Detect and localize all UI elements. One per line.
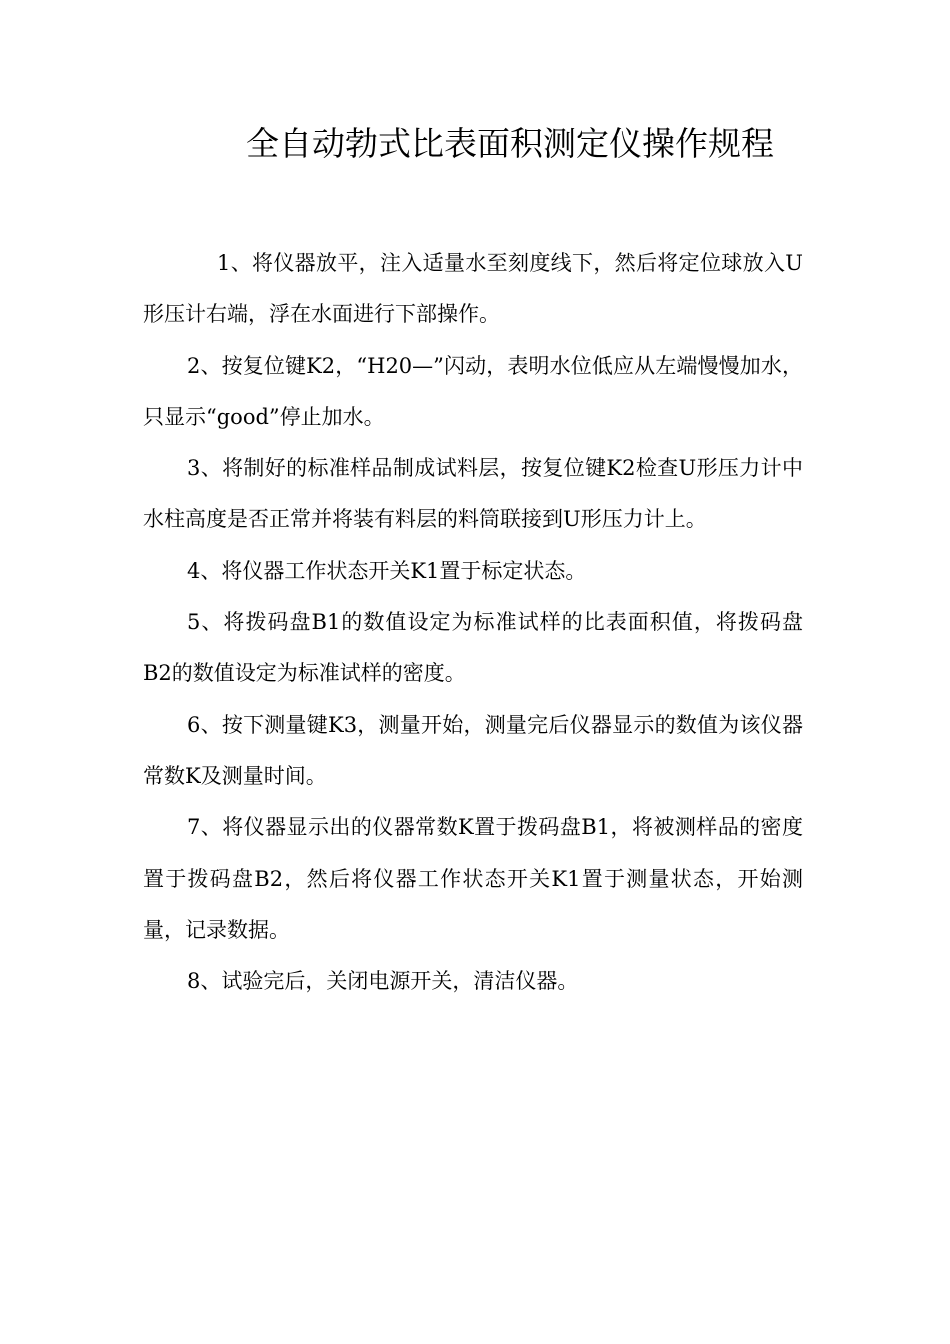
step-6-paragraph: 6、按下测量键K3，测量开始，测量完后仪器显示的数值为该仪器常数K及测量时间。 <box>143 712 803 788</box>
step-3-paragraph: 3、将制好的标准样品制成试料层，按复位键K2检查U形压力计中水柱高度是否正常并将装有料层的料筒联接到U形压力计上。 <box>143 456 803 532</box>
step-7-paragraph: 7、将仪器显示出的仪器常数K置于拨码盘B1，将被测样品的密度置于拨码盘B2，然后将仪器工作状态开关K1置于测量状态，开始测量，记录数据。 <box>143 815 803 942</box>
step-5-paragraph: 5、将拨码盘B1的数值设定为标准试样的比表面积值，将拨码盘B2的数值设定为标准试样的密度。 <box>143 610 803 686</box>
step-1-paragraph: 1、将仪器放平，注入适量水至刻度线下，然后将定位球放入U形压计右端，浮在水面进行下部操作。 <box>143 251 803 327</box>
step-2-paragraph: 2、按复位键K2，“H20—”闪动，表明水位低应从左端慢慢加水，只显示“good”停止加水。 <box>143 353 803 429</box>
document-body <box>143 238 803 1007</box>
step-4-paragraph: 4、将仪器工作状态开关K1置于标定状态。 <box>187 558 587 583</box>
document-title: 全自动勃式比表面积测定仪操作规程 <box>246 124 774 163</box>
step-8-paragraph: 8、试验完后，关闭电源开关，清洁仪器。 <box>187 969 579 994</box>
